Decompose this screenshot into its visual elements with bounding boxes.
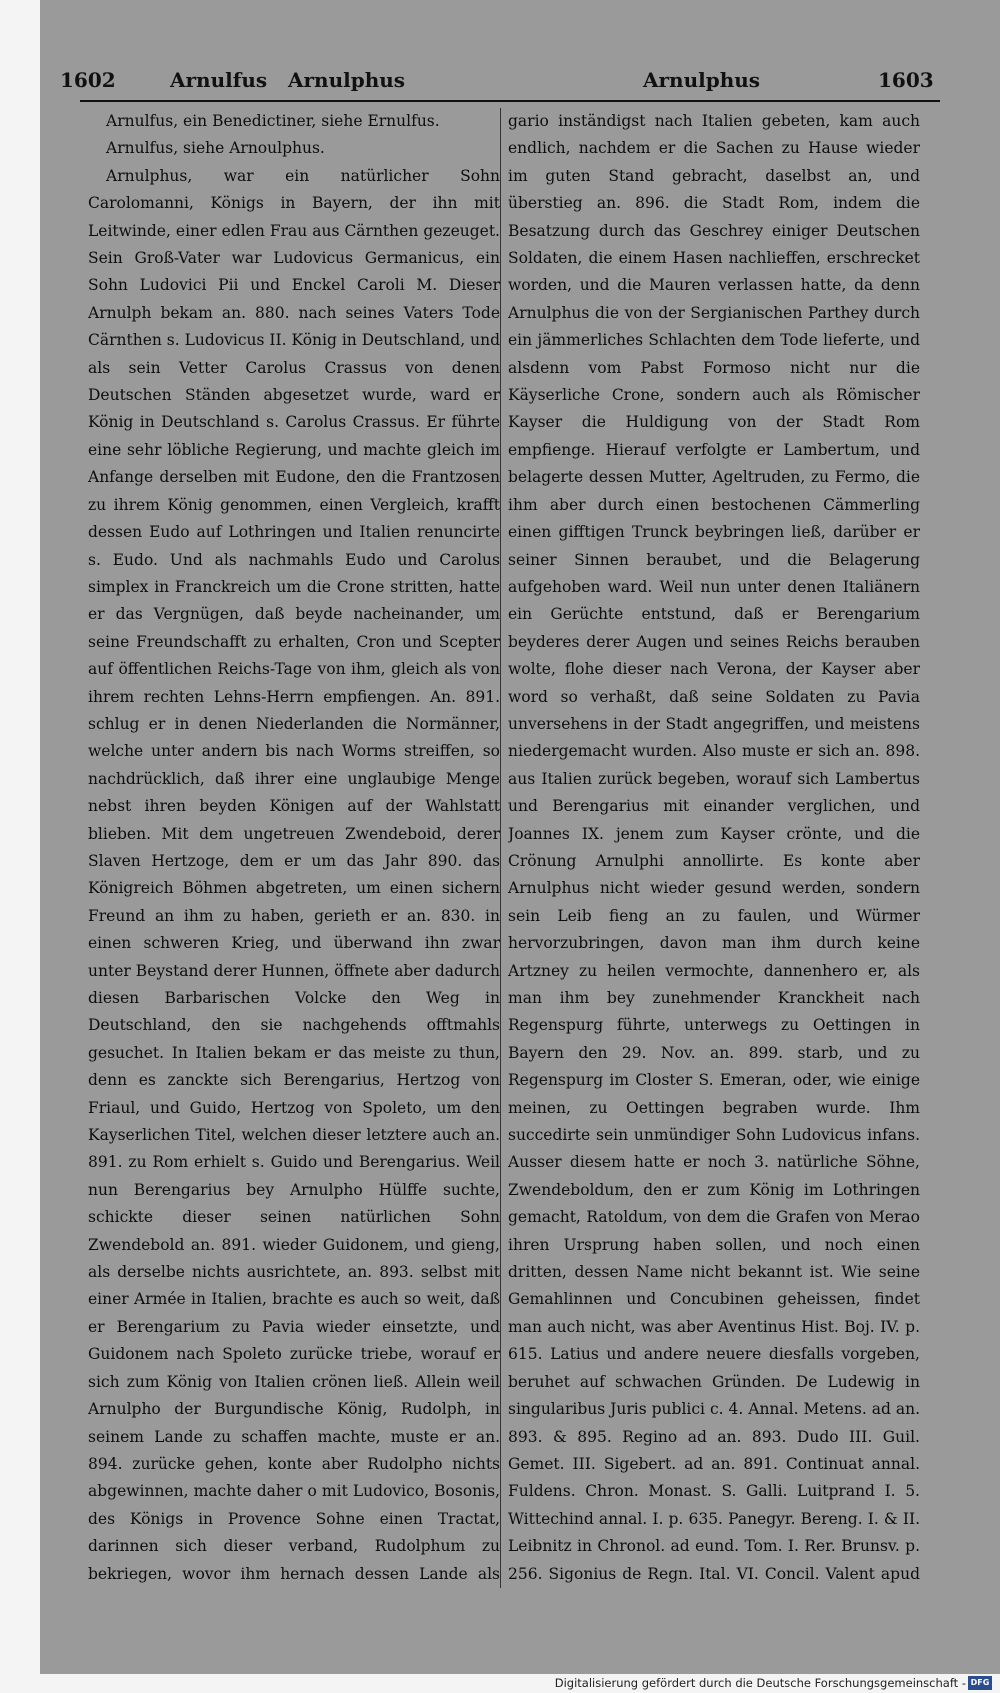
running-title-left: Arnulfus [170, 68, 268, 92]
entry-arnulphus-main: Arnulphus, war ein natürlicher Sohn Carolomanni, Königs in Bayern, der ihn mit Leitwinde, einer edlen Frau aus Cärnthen gezeuget. Sein Groß-Vater war Ludovicus Germanicus, ein Sohn Ludovici Pii und Enckel Caroli M. Dieser Arnulph bekam an. 880. nach seines Vaters Tode Cärnthen s. Ludovicus II. König in Deutschland, und als sein Vetter Carolus Crassus von denen Deutschen Ständen abgesetzet wurde, ward er König in Deutschland s. Carolus Crassus. Er führte eine sehr löbliche Regierung, und machte gleich im Anfange derselben mit Eudone, den die Frantzosen zu ihrem König genommen, einen Vergleich, krafft dessen Eudo auf Lothringen und Italien renuncirte s. Eudo. Und als nachmahls Eudo und Carolus simplex in Franckreich um die Crone stritten, hatte er das Vergnügen, daß beyde nacheinander, um seine Freundschafft zu erhalten, Cron und Scepter auf öffentlichen Reichs-Tage von ihm, gleich als von ihrem rechten Lehns-Herrn empfiengen. An. 891. schlug er in denen Niederlanden die Normänner, welche unter andern bis nach Worms streiffen, so nachdrücklich, daß ihrer eine unglaubige Menge nebst ihren beyden Königen auf der Wahlstatt blieben. Mit dem ungetreuen Zwendeboid, derer Slaven Hertzoge, dem er um das Jahr 890. das Königreich Böhmen abgetreten, um einen sichern Freund an ihm zu haben, gerieth er an. 830. in einen schweren Krieg, und überwand ihn zwar unter Beystand derer Hunnen, öffnete aber dadurch diesen Barbarischen Volcke den Weg in Deutschland, den sie nachgehends offtmahls gesuchet. In Italien bekam er das meiste zu thun, denn es zanckte sich Berengarius, Hertzog von Friaul, und Guido, Hertzog von Spoleto, um den Kayserlichen Titel, welchen dieser letztere auch an. 891. zu Rom erhielt s. Guido und Berengarius. Weil nun Berengarius bey Arnulpho Hülffe suchte, schickte dieser seinen natürlichen Sohn Zwendebold an. 891. wieder Guidonem, und gieng, als derselbe nichts ausrichtete, an. 893. selbst mit einer Armée in Italien, brachte es auch so weit, daß er Berengarium zu Pavia wieder einsetzte, und Guidonem nach Spoleto zurücke triebe, worauf er sich zum König von Italien crönen ließ. Allein weil Arnulpho der Burgundische König, Rudolph, in seinem Lande zu schaffen machte, muste er an. 894. zurücke gehen, konte aber Rudolpho nichts abgewinnen, machte daher o mit Ludovico, Bosonis, des Königs in Provence Sohne einen Tractat, darinnen sich dieser verband, Rudolphum zu bekriegen, wovor ihm hernach dessen Lande als [88, 166, 500, 1583]
page-header [60, 68, 940, 102]
column-divider [500, 108, 501, 1588]
entry-arnulfus-crossref: Arnulfus, siehe Arnoulphus. [106, 139, 325, 158]
right-column [508, 108, 920, 1588]
left-column [88, 108, 500, 1588]
header-rule [80, 100, 940, 102]
entry-arnulfus-benedictiner: Arnulfus, ein Benedictiner, siehe Ernulfus. [106, 112, 440, 130]
footer [0, 1674, 1000, 1693]
running-title-center: Arnulphus [288, 68, 406, 92]
footer-credit: Digitalisierung gefördert durch die Deutsche Forschungsgemeinschaft - [554, 1676, 966, 1690]
page-number-right: 1603 [878, 68, 934, 92]
dfg-logo-icon: DFG [968, 1676, 992, 1690]
page-number-left: 1602 [60, 68, 116, 92]
running-title-right: Arnulphus [643, 68, 761, 92]
entry-arnulphus-continued: gario inständigst nach Italien gebeten, kam auch endlich, nachdem er die Sachen zu Hause wieder im guten Stand gebracht, daselbst an, und überstieg an. 896. die Stadt Rom, indem die Besatzung durch das Geschrey einiger Deutschen Soldaten, die einem Hasen nachlieffen, erschrecket worden, und die Mauren verlassen hatte, da denn Arnulphus die von der Sergianischen Parthey durch ein jämmerliches Schlachten dem Tode lieferte, und alsdenn vom Pabst Formoso nicht nur die Käyserliche Crone, sondern auch als Römischer Kayser die Huldigung von der Stadt Rom empfienge. Hierauf verfolgte er Lambertum, und belagerte dessen Mutter, Ageltruden, zu Fermo, die ihm aber durch einen bestochenen Cämmerling einen gifftigen Trunck beybringen ließ, darüber er seiner Sinnen beraubet, und die Belagerung aufgehoben ward. Weil nun unter denen Italiänern ein Gerüchte entstund, daß er Berengarium beyderes derer Augen und seines Reichs berauben wolte, flohe dieser nach Verona, der Kayser aber word so verhaßt, daß seine Soldaten zu Pavia unversehens in der Stadt angegriffen, und meistens niedergemacht wurden. Also muste er sich an. 898. aus Italien zurück begeben, worauf sich Lambertus und Berengarius mit einander verglichen, und Joannes IX. jenem zum Kayser crönte, und die Crönung Arnulphi annollirte. Es konte aber Arnulphus nicht wieder gesund werden, sondern sein Leib fieng an zu faulen, und Würmer hervorzubringen, davon man ihm durch keine Artzney zu heilen vermochte, dannenhero er, als man ihm bey zunehmender Kranckheit nach Regenspurg führte, unterwegs zu Oettingen in Bayern den 29. Nov. an. 899. starb, und zu Regenspurg im Closter S. Emeran, oder, wie einige meinen, zu Oettingen begraben wurde. Ihm succedirte sein unmündiger Sohn Ludovicus infans. Ausser diesem hatte er noch 3. natürliche Söhne, Zwendeboldum, den er zum König im Lothringen gemacht, Ratoldum, von dem die Grafen von Merao ihren Ursprung haben sollen, und noch einen dritten, dessen Name nicht bekannt ist. Wie seine Gemahlinnen und Concubinen geheissen, findet man auch nicht, was aber Aventinus Hist. Boj. IV. p. 615. Latius und andere neuere diesfalls vorgeben, beruhet auf schwachen Gründen. De Ludewig in singularibus Juris publici c. 4. Annal. Metens. ad an. 893. & 895. Regino ad an. 893. Dudo III. Guil. Gemet. III. Sigebert. ad an. 891. Continuat annal. Fuldens. Chron. Monast. S. Galli. Luitprand I. 5. Wittechind annal. I. p. 635. Panegyr. Bereng. I. & II. Leibnitz in Chronol. ad eund. Tom. I. Rer. Brunsv. p. 256. Sigonius de Regn. Ital. VI. Concil. Valent apud [508, 112, 920, 1583]
